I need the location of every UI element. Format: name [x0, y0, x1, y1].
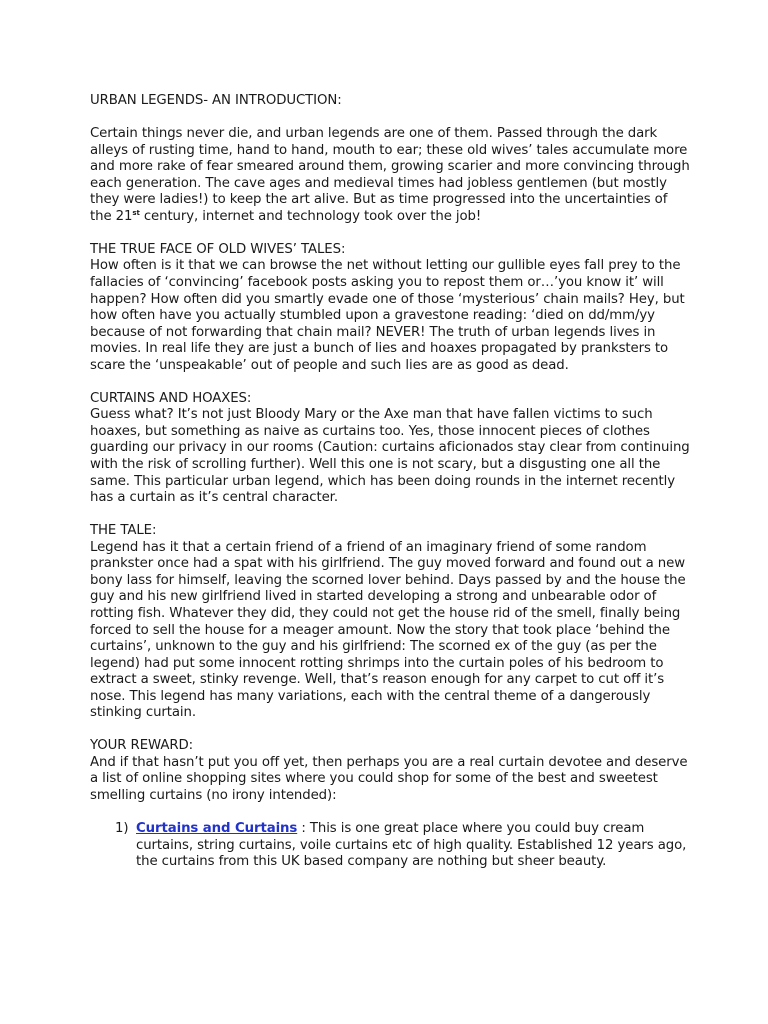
section-heading: YOUR REWARD:: [90, 738, 193, 754]
intro-paragraph: [90, 126, 690, 225]
list-item: [115, 821, 690, 871]
list-number: 1): [115, 821, 129, 837]
intro-text-start: Certain things never die, and urban legends are one of them. Passed through the dark alleys of rusting time, hand to hand, mouth to ear; these old wives’ tales accumulate more and more rake of fear smeared around them, growing scarier and more convincing through each generation. The cave ages and medieval times had jobless gentlemen (but mostly they were ladies!) to keep the art alive. But as time progressed into the uncertainties of the 21: [90, 126, 690, 224]
section-paragraph: How often is it that we can browse the net without letting our gullible eyes fall prey to the fallacies of ‘convincing’ facebook posts asking you to repost them or…’you know it’ will happen? How often did you smartly evade one of those ‘mysterious’ chain mails? Hey, but how often have you actually stumbled upon a gravestone reading: ‘died on dd/mm/yy because of not forwarding that chain mail? NEVER! The truth of urban legends lives in movies. In real life they are just a bunch of lies and hoaxes propagated by pranksters to scare the ‘unspeakable’ out of people and such lies are as good as dead.: [90, 258, 685, 373]
intro-text-end: century, internet and technology took over the job!: [139, 208, 482, 224]
document-page: [90, 93, 690, 871]
list-item-text: : This is one great place where you could buy cream curtains, string curtains, voile curtains etc of high quality. Established 12 years ago, the curtains from this UK based company are nothing but sheer beauty.: [136, 821, 687, 870]
spacer: [90, 110, 690, 127]
section-heading: CURTAINS AND HOAXES:: [90, 390, 252, 406]
section-heading: THE TALE:: [90, 523, 157, 539]
article-sections: [90, 242, 690, 805]
section-paragraph: And if that hasn’t put you off yet, then perhaps you are a real curtain devotee and deserve a list of online shopping sites where you could shop for some of the best and sweetest smelling curtains (no irony intended):: [90, 754, 688, 803]
section-heading: THE TRUE FACE OF OLD WIVES’ TALES:: [90, 241, 346, 257]
intro-heading: URBAN LEGENDS- AN INTRODUCTION:: [90, 93, 342, 108]
curtains-and-curtains-link[interactable]: Curtains and Curtains: [136, 821, 298, 837]
section-paragraph: Guess what? It’s not just Bloody Mary or the Axe man that have fallen victims to such hoaxes, but something as naive as curtains too. Yes, those innocent pieces of clothes guarding our privacy in our rooms (Caution: curtains aficionados stay clear from continuing with the risk of scrolling further). Well this one is not scary, but a disgusting one all the same. This particular urban legend, which has been doing rounds in the internet recently has a curtain as it’s central character.: [90, 407, 690, 506]
section-paragraph: Legend has it that a certain friend of a friend of an imaginary friend of some random prankster once had a spat with his girlfriend. The guy moved forward and found out a new bony lass for himself, leaving the scorned lover behind. Days passed by and the house the guy and his new girlfriend lived in started developing a strong and unbearable odor of rotting fish. Whatever they did, they could not get the house rid of the smell, finally being forced to sell the house for a meager amount. Now the story that took place ‘behind the curtains’, unknown to the guy and his girlfriend: The scorned ex of the guy (as per the legend) had put some innocent rotting shrimps into the curtain poles of his bedroom to extract a sweet, stinky revenge. Well, that’s reason enough for any carpet to cut off it’s nose. This legend has many variations, each with the central theme of a dangerously stinking curtain.: [90, 539, 686, 721]
ordinal-suffix: st: [132, 208, 140, 217]
